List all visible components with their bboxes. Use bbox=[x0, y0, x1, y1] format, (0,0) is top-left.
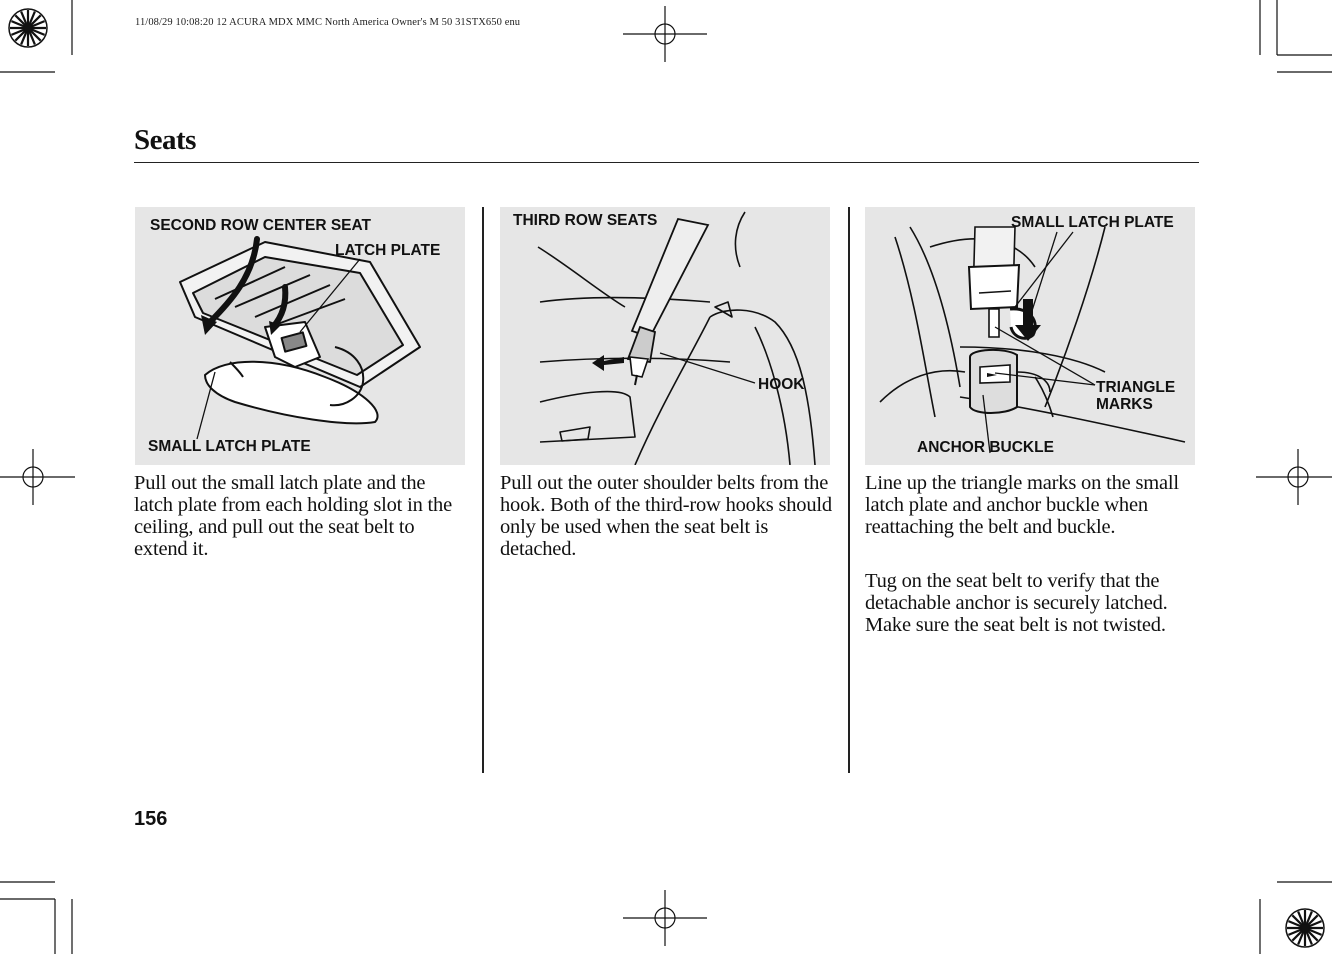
label-small-latch-plate: SMALL LATCH PLATE bbox=[148, 438, 311, 455]
crosshair-bottom-icon bbox=[623, 890, 707, 946]
crosshair-left-icon bbox=[0, 449, 75, 505]
paragraph-col3-2: Tug on the seat belt to verify that the detachable anchor is securely latched. Make sure the seat belt is not twisted. bbox=[865, 570, 1168, 636]
page-title: Seats bbox=[134, 124, 196, 156]
crosshair-top-icon bbox=[623, 6, 707, 62]
label-second-row-center-seat: SECOND ROW CENTER SEAT bbox=[150, 217, 372, 234]
paragraph-col3-1: Line up the triangle marks on the small latch plate and anchor buckle when reattaching the belt and buckle. bbox=[865, 472, 1179, 538]
column-divider-1 bbox=[482, 207, 484, 773]
third-row-hook-illustration bbox=[500, 207, 830, 465]
page-number: 156 bbox=[134, 808, 168, 830]
anchor-buckle-illustration bbox=[865, 207, 1195, 465]
figure-third-row-seats bbox=[500, 207, 830, 465]
label-small-latch-plate-2: SMALL LATCH PLATE bbox=[1011, 214, 1174, 231]
print-header: 11/08/29 10:08:20 12 ACURA MDX MMC North America Owner's M 50 31STX650 enu bbox=[135, 17, 521, 28]
title-rule bbox=[134, 162, 1199, 163]
figure-anchor-buckle bbox=[865, 207, 1195, 465]
crosshair-right-icon bbox=[1256, 449, 1332, 505]
label-latch-plate: LATCH PLATE bbox=[335, 242, 441, 259]
label-triangle-marks-line1: TRIANGLE bbox=[1096, 379, 1176, 396]
column-divider-2 bbox=[848, 207, 850, 773]
label-hook: HOOK bbox=[758, 376, 805, 393]
paragraph-col1-1: Pull out the small latch plate and the latch plate from each holding slot in the ceiling, and pull out the seat belt to extend it. bbox=[134, 472, 452, 560]
label-third-row-seats: THIRD ROW SEATS bbox=[513, 212, 658, 229]
paragraph-col2-1: Pull out the outer shoulder belts from the hook. Both of the third-row hooks should only be used when the seat belt is detached. bbox=[500, 472, 832, 560]
label-triangle-marks-line2: MARKS bbox=[1096, 396, 1153, 413]
star-mark-bottom-right bbox=[1286, 909, 1324, 947]
star-mark-top-left bbox=[9, 9, 47, 47]
label-anchor-buckle: ANCHOR BUCKLE bbox=[917, 439, 1054, 456]
